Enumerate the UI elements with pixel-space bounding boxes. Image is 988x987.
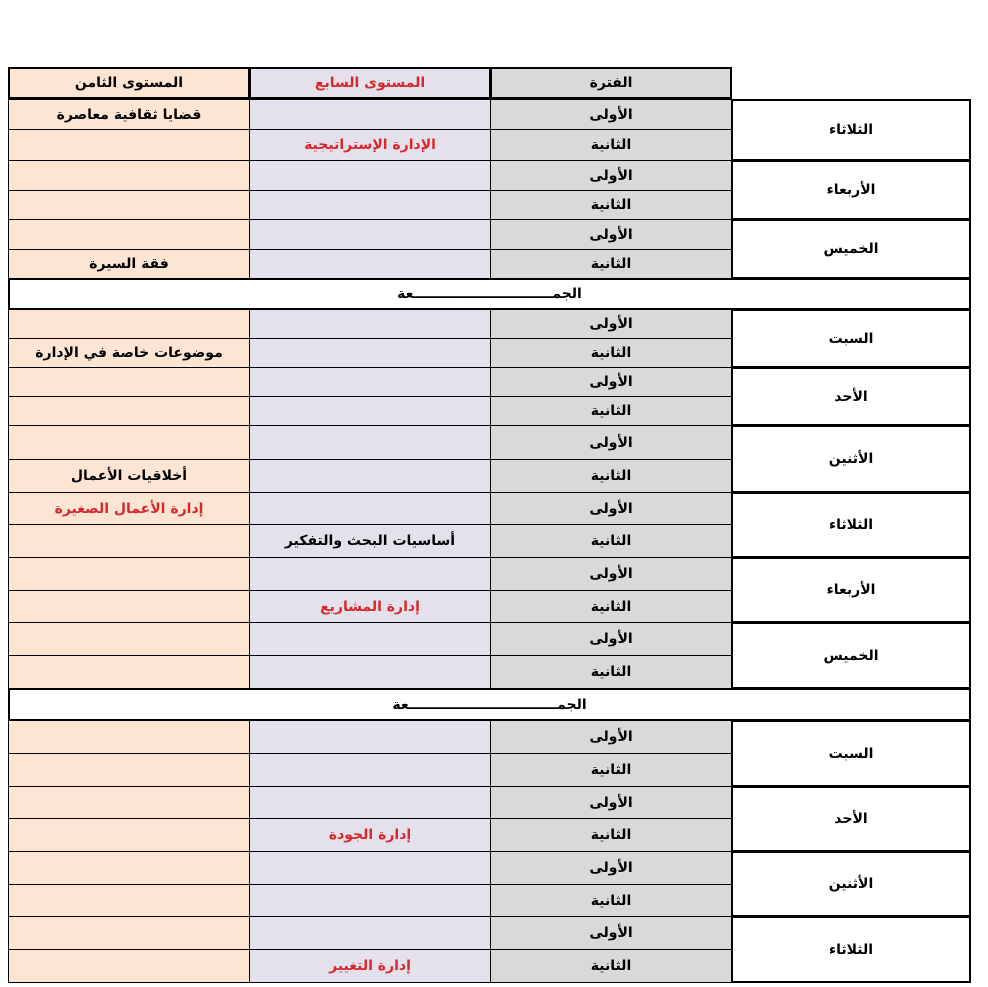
level-8-cell (8, 786, 250, 819)
period-cell: الأولى (490, 160, 732, 191)
period-cell: الثانية (490, 753, 732, 787)
level-7-cell (249, 753, 491, 787)
level-8-cell (8, 309, 250, 339)
level-8-cell (8, 916, 250, 950)
period-cell: الأولى (490, 425, 732, 460)
header-period: الفترة (490, 67, 732, 99)
period-cell: الأولى (490, 99, 732, 130)
period-cell: الأولى (490, 786, 732, 819)
friday-row: الجمـــــــــــــــــــــــــــــــعة (8, 688, 971, 721)
period-cell: الثانية (490, 396, 732, 426)
day-cell: الأثنين (731, 851, 971, 917)
level-7-cell (249, 249, 491, 279)
level-7-cell (249, 459, 491, 493)
level-7-cell (249, 492, 491, 525)
period-cell: الثانية (490, 249, 732, 279)
level-7-cell (249, 367, 491, 397)
level-7-cell (249, 160, 491, 191)
level-7-cell (249, 851, 491, 885)
period-cell: الثانية (490, 818, 732, 852)
level-8-cell (8, 219, 250, 250)
level-8-cell (8, 557, 250, 591)
period-cell: الثانية (490, 524, 732, 558)
period-cell: الثانية (490, 949, 732, 983)
day-cell: الثلاثاء (731, 492, 971, 558)
level-8-cell (8, 129, 250, 161)
level-7-cell (249, 557, 491, 591)
level-7-cell (249, 338, 491, 368)
level-8-cell (8, 190, 250, 220)
level-8-cell (8, 818, 250, 852)
level-7-cell (249, 916, 491, 950)
level-8-cell (8, 524, 250, 558)
level-7-cell: إدارة المشاريع (249, 590, 491, 623)
day-cell: الأحد (731, 367, 971, 426)
level-7-cell: إدارة التغيير (249, 949, 491, 983)
level-8-cell (8, 753, 250, 787)
level-7-cell (249, 786, 491, 819)
day-cell: الخميس (731, 622, 971, 689)
level-8-cell: قضايا ثقافية معاصرة (8, 99, 250, 130)
level-8-cell: فقة السيرة (8, 249, 250, 279)
level-8-cell (8, 396, 250, 426)
day-cell: السبت (731, 720, 971, 787)
period-cell: الثانية (490, 459, 732, 493)
day-cell: الخميس (731, 219, 971, 279)
period-cell: الأولى (490, 557, 732, 591)
period-cell: الأولى (490, 622, 732, 656)
period-cell: الثانية (490, 884, 732, 917)
level-7-cell: إدارة الجودة (249, 818, 491, 852)
level-7-cell (249, 425, 491, 460)
level-7-cell (249, 309, 491, 339)
level-7-cell (249, 622, 491, 656)
level-7-cell (249, 396, 491, 426)
period-cell: الأولى (490, 367, 732, 397)
period-cell: الثانية (490, 338, 732, 368)
level-8-cell: موضوعات خاصة في الإدارة (8, 338, 250, 368)
level-7-cell: الإدارة الإستراتيجية (249, 129, 491, 161)
period-cell: الأولى (490, 492, 732, 525)
level-8-cell: أخلاقيات الأعمال (8, 459, 250, 493)
day-cell: الثلاثاء (731, 916, 971, 983)
level-7-cell (249, 655, 491, 689)
level-8-cell (8, 622, 250, 656)
friday-row: الجمـــــــــــــــــــــــــــــعة (8, 278, 971, 310)
level-8-cell (8, 949, 250, 983)
header-level-8: المستوى الثامن (8, 67, 250, 99)
day-cell: الثلاثاء (731, 99, 971, 161)
day-cell: الأربعاء (731, 557, 971, 623)
period-cell: الثانية (490, 590, 732, 623)
period-cell: الثانية (490, 190, 732, 220)
period-cell: الثانية (490, 655, 732, 689)
level-8-cell (8, 720, 250, 754)
header-level-7: المستوى السابع (249, 67, 491, 99)
level-8-cell (8, 425, 250, 460)
level-7-cell (249, 99, 491, 130)
level-8-cell (8, 367, 250, 397)
level-7-cell (249, 884, 491, 917)
period-cell: الأولى (490, 219, 732, 250)
level-8-cell (8, 655, 250, 689)
day-cell: الأثنين (731, 425, 971, 493)
day-cell: السبت (731, 309, 971, 368)
level-8-cell (8, 590, 250, 623)
level-7-cell (249, 720, 491, 754)
day-cell: الأربعاء (731, 160, 971, 220)
day-cell: الأحد (731, 786, 971, 852)
period-cell: الأولى (490, 916, 732, 950)
level-8-cell: إدارة الأعمال الصغيرة (8, 492, 250, 525)
level-8-cell (8, 851, 250, 885)
period-cell: الأولى (490, 309, 732, 339)
period-cell: الأولى (490, 851, 732, 885)
level-7-cell (249, 219, 491, 250)
level-8-cell (8, 160, 250, 191)
period-cell: الأولى (490, 720, 732, 754)
period-cell: الثانية (490, 129, 732, 161)
level-7-cell (249, 190, 491, 220)
level-7-cell: أساسيات البحث والتفكير (249, 524, 491, 558)
level-8-cell (8, 884, 250, 917)
